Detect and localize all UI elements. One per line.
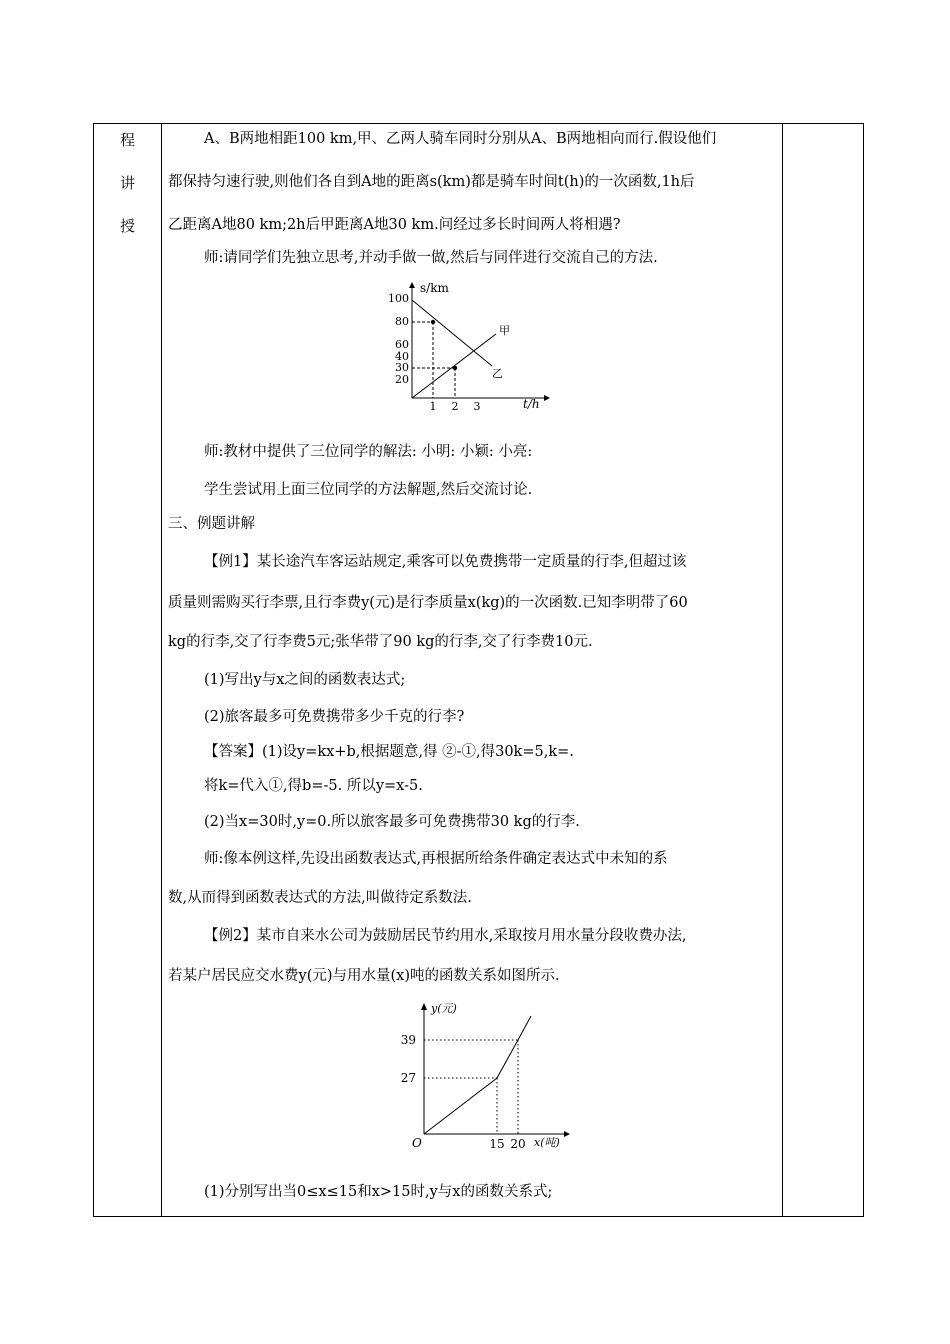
side-char-2: 讲 (119, 174, 135, 192)
teacher-note-line-2: 数,从而得到函数表达式的方法,叫做待定系数法. (168, 890, 472, 906)
distance-time-chart (382, 280, 562, 410)
example2-line-2: 若某户居民应交水费y(元)与用水量(x)吨的函数关系如图所示. (168, 968, 560, 984)
teacher-prompt-1: 师:请同学们先独立思考,并动手做一做,然后与同伴进行交流自己的方法. (204, 250, 658, 266)
y-axis-label: s/km (420, 281, 449, 295)
example2-question-1: (1)分别写出当0≤x≤15和x>15时,y与x的函数关系式; (204, 1184, 553, 1200)
y-tick-80: 80 (395, 315, 409, 328)
answer-line-2: 将k=代入①,得b=-5. 所以y=x-5. (204, 778, 423, 794)
x-tick-20: 20 (510, 1137, 526, 1150)
x-tick-1: 1 (429, 400, 437, 410)
example1-question-2: (2)旅客最多可免费携带多少千克的行李? (204, 709, 465, 725)
label-jia: 甲 (499, 324, 510, 337)
fee-line (424, 1016, 531, 1134)
label-yi: 乙 (492, 367, 503, 380)
x-axis-arrow (564, 1131, 570, 1137)
column-divider-left (161, 124, 162, 1216)
y-axis-arrow (409, 282, 415, 288)
x-axis-label: x(吨) (534, 1136, 560, 1149)
problem-line-1: A、B两地相距100 km,甲、乙两人骑车同时分别从A、B两地相向而行.假设他们 (204, 131, 717, 147)
line-jia (412, 334, 496, 398)
section-heading: 三、例题讲解 (168, 516, 255, 532)
lesson-table (93, 123, 864, 1217)
example2-line-1: 【例2】某市自来水公司为鼓励居民节约用水,采取按月用水量分段收费办法, (204, 928, 687, 944)
y-tick-27: 27 (400, 1071, 416, 1085)
y-tick-39: 39 (400, 1033, 416, 1047)
example1-line-2: 质量则需购买行李票,且行李费y(元)是行李质量x(kg)的一次函数.已知李明带了60 (168, 595, 688, 611)
student-line: 学生尝试用上面三位同学的方法解题,然后交流讨论. (204, 482, 533, 498)
y-axis-label: y(元) (431, 1002, 457, 1015)
y-tick-100: 100 (388, 292, 409, 305)
x-tick-15: 15 (489, 1137, 505, 1150)
teacher-note-line-1: 师:像本例这样,先设出函数表达式,再根据所给条件确定表达式中未知的系 (204, 851, 668, 867)
point-yi (431, 320, 435, 324)
water-fee-chart (394, 1000, 574, 1150)
y-tick-30: 30 (395, 361, 409, 374)
y-tick-20: 20 (395, 373, 409, 386)
x-tick-2: 2 (451, 400, 459, 410)
point-jia (453, 366, 457, 370)
example1-line-1: 【例1】某长途汽车客运站规定,乘客可以免费携带一定质量的行李,但超过该 (204, 554, 687, 570)
origin-label: O (412, 1136, 422, 1150)
problem-line-3: 乙距离A地80 km;2h后甲距离A地30 km.问经过多长时间两人将相遇? (168, 217, 621, 233)
x-axis-arrow (544, 395, 550, 401)
answer-line-3: (2)当x=30时,y=0.所以旅客最多可免费携带30 kg的行李. (204, 814, 580, 830)
x-axis-label: t/h (523, 397, 540, 410)
column-divider-right (782, 124, 783, 1216)
y-tick-40: 40 (395, 350, 409, 363)
line-yi (412, 300, 492, 366)
problem-line-2: 都保持匀速行驶,则他们各自到A地的距离s(km)都是骑车时间t(h)的一次函数,1h后 (168, 174, 695, 190)
answer-line-1: 【答案】(1)设y=kx+b,根据题意,得 ②-①,得30k=5,k=. (204, 744, 574, 760)
teacher-prompt-2: 师:教材中提供了三位同学的解法: 小明: 小颖: 小亮: (204, 444, 533, 460)
side-char-1: 程 (119, 131, 135, 149)
example1-line-3: kg的行李,交了行李费5元;张华带了90 kg的行李,交了行李费10元. (168, 634, 593, 650)
side-char-3: 授 (119, 217, 135, 235)
example1-question-1: (1)写出y与x之间的函数表达式; (204, 672, 406, 688)
y-tick-60: 60 (395, 338, 409, 351)
y-axis-arrow (421, 1003, 427, 1010)
x-tick-3: 3 (473, 400, 481, 410)
